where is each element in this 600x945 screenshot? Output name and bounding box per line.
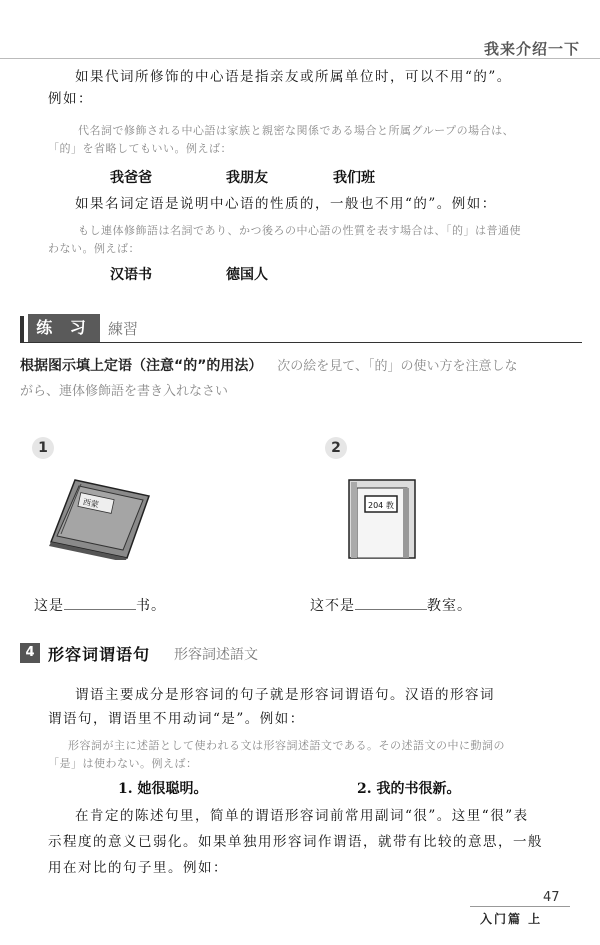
sentence-start: 这是 — [34, 598, 64, 614]
fill-in-sentence-2 — [310, 595, 472, 615]
book-illustration — [45, 478, 155, 560]
task-instruction — [20, 355, 518, 375]
section-title-jp: 形容詞述語文 — [174, 647, 258, 663]
answer-blank[interactable] — [355, 595, 427, 610]
page-number: 47 — [543, 890, 560, 905]
door-sign: 204 教 — [368, 501, 394, 510]
footer-divider — [470, 906, 570, 907]
task-instruction-jp: 次の絵を見て、「的」の使い方を注意しな — [277, 359, 518, 374]
paragraph-jp-3-line2: 「是」は使わない。例えば： — [48, 757, 198, 770]
item-number-badge: 2 — [325, 437, 347, 459]
task-instruction-zh: 根据图示填上定语（注意“的”的用法） — [20, 358, 263, 374]
item-number-badge: 1 — [32, 437, 54, 459]
example-item: 汉语书 — [110, 267, 152, 283]
section-number-badge: 4 — [20, 643, 40, 663]
practice-label: 练 习 — [28, 314, 100, 342]
paragraph-jp-1-line2: 「的」を省略してもいい。例えば： — [48, 142, 232, 155]
paragraph-zh-1-line2: 例如： — [48, 91, 93, 107]
practice-label-jp: 練習 — [108, 320, 139, 338]
paragraph-zh-2: 如果名词定语是说明中心语的性质的，一般也不用“的”。例如： — [75, 196, 497, 212]
fill-in-sentence-1 — [34, 595, 166, 615]
sentence-end: 教室。 — [427, 598, 472, 614]
practice-marker — [20, 316, 24, 342]
paragraph-zh-4-line3: 用在对比的句子里。例如： — [48, 860, 228, 876]
paragraph-jp-3-line1: 形容詞が主に述語として使われる文は形容詞述語文である。その述語文の中に動詞の — [68, 739, 505, 752]
task-instruction-jp-line2: がら、連体修飾語を書き入れなさい — [20, 384, 229, 399]
section-title-zh: 形容词谓语句 — [48, 645, 151, 664]
paragraph-jp-2-line2: わない。例えば： — [48, 242, 140, 255]
example-item: 我爸爸 — [110, 170, 152, 186]
example-item: 我们班 — [333, 170, 375, 186]
example-item: 我朋友 — [226, 170, 268, 186]
example-sentence: 2. 我的书很新。 — [357, 781, 461, 797]
answer-blank[interactable] — [64, 595, 136, 610]
paragraph-zh-3-line1: 谓语主要成分是形容词的句子就是形容词谓语句。汉语的形容词 — [75, 687, 495, 703]
volume-label: 入门篇 上 — [480, 912, 543, 926]
header-divider — [0, 58, 600, 59]
sentence-end: 书。 — [136, 598, 166, 614]
chapter-title: 我来介绍一下 — [483, 40, 580, 58]
paragraph-zh-3-line2: 谓语句，谓语里不用动词“是”。例如： — [48, 711, 305, 727]
sentence-start: 这不是 — [310, 598, 355, 614]
paragraph-zh-4-line2: 示程度的意义已弱化。如果单独用形容词作谓语，就带有比较的意思，一般 — [48, 834, 543, 850]
paragraph-zh-1-line1: 如果代词所修饰的中心语是指亲友或所属单位时，可以不用“的”。 — [75, 69, 512, 85]
example-item: 德国人 — [226, 267, 268, 283]
book-title: 西蒙 — [82, 497, 100, 510]
paragraph-jp-2-line1: もし連体修飾語は名詞であり、かつ後ろの中心語の性質を表す場合は、「的」は普通使 — [78, 224, 521, 237]
classroom-door-illustration — [347, 478, 419, 560]
example-sentence: 1. 她很聪明。 — [118, 781, 208, 797]
paragraph-jp-1-line1: 代名詞で修飾される中心語は家族と親密な関係である場合と所属グループの場合は、 — [78, 124, 515, 137]
paragraph-zh-4-line1: 在肯定的陈述句里，简单的谓语形容词前常用副词“很”。这里“很”表 — [75, 808, 529, 824]
practice-divider — [20, 342, 582, 343]
